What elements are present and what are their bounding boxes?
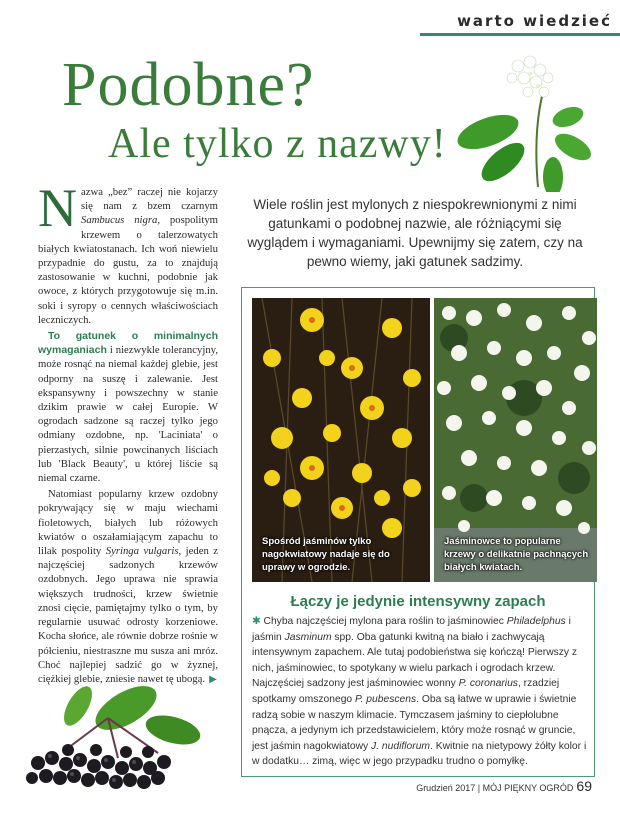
asterisk-icon: ✱ [252, 616, 261, 627]
latin-name: Sambucus nigra [81, 214, 158, 227]
photo-caption: Jaśminowce to popularne krzewy o delikatnie pachnących białych kwiatach. [444, 536, 589, 573]
box-heading: Łączy je jedynie intensywny zapach [290, 593, 546, 610]
paragraph-1 [38, 178, 218, 327]
jasmine-sprig-illustration [448, 52, 598, 192]
page-subtitle: Ale tylko z nazwy! [108, 121, 447, 167]
text-run: i jaśmin [252, 616, 571, 643]
section-rule [420, 33, 620, 36]
text-run: Natomiast popularny krzew ozdobny pokrywający się w maju wiechami fioletowych, białych lub różowych kwiatów o oszałamiającym zapachu to lilak pospolity [38, 488, 218, 558]
text-run: . Kwitnie na nietypowy żółty kolor i w dodatku… zimą, więc w jego przypadku trudno o pomyłkę. [252, 740, 587, 768]
box-body-text [252, 614, 588, 770]
latin-name: P. pubescens [355, 693, 417, 705]
latin-name: Jasminum [284, 631, 332, 643]
text-run: spp. Oba gatunki kwitną na biało i zachwycają intensywnym zapachem. Ale tutaj podobieństwa się kończą! Pierwszy z nich, jaśminowiec, to spotykany w wielu parkach i ogrodach krzew. Najczęściej sadzony jest jaśminowiec wonny [252, 631, 578, 690]
text-run: , pospolitym krzewem o talerzowatych białych kwiatostanach. Ich woń niewielu przypadnie do gustu, za to znajdują zastosowanie w kuchni, podobnie jak owoce, z których przygotowuje się m.in. soki i syropy o cennych właściwościach leczniczych. [38, 214, 218, 326]
latin-name: J. nudiflorum [371, 740, 430, 752]
page-number: 69 [576, 778, 592, 794]
left-column-text [38, 178, 219, 687]
intro-lead: Wiele roślin jest mylonych z niespokrewnionymi z nimi gatunkami o podobnej nazwie, ale różniącymi się wyglądem i wymaganiami. Upewnijmy się zatem, czy na pewno wiemy, jaki gatunek sadzimy. [247, 197, 583, 269]
text-run: , jeden z najczęściej sadzonych krzewów ozdobnych. Jego uprawa nie sprawia większych trudności, krzew świetnie znosi cięcie, pamiętajmy tylko o tym, by regularnie usuwać odrosty korzeniowe. Kocha słońce, ale równie dobrze rośnie w półcieniu, niestraszne mu susza ani mróz. Choć najlepiej sadzić go w żyznej, ciężkiej glebie, zniesie nawet tę ubogą. [38, 545, 219, 685]
elderberry-illustration [8, 668, 208, 798]
photo-mock-orange [434, 298, 597, 582]
text-run: i niezwykle tolerancyjny, może rosnąć na niemal każdej glebie, jest odporny na suszę i zalewanie. Jest ekspansywny i powszechny w stanie dzikim prawie w całej Europie. W ogrodach sadzone są raczej tylko jego odmiany ozdobne, np. 'Laciniata' o pierzastych, silnie powcinanych liściach lub 'Black Beauty', u której liście są niemal czarne. [38, 344, 218, 485]
text-run: azwa „bez” raczej nie kojarzy się nam z bzem czarnym [81, 186, 218, 213]
continue-arrow-icon: ▶ [209, 673, 217, 685]
paragraph-3 [38, 487, 218, 687]
text-run: . Oba są łatwe w uprawie i świetnie radzą sobie w naszym klimacie. Tymczasem jaśminy to ciepłolubne pnącza, a jedynym ich przedstawicielem, który może rosnąć w gruncie, jest jaśmin nagokwiatowy [252, 693, 577, 752]
text-run: Chyba najczęściej mylona para roślin to jaśminowiec [260, 616, 507, 627]
section-tag: warto wiedzieć [457, 12, 612, 30]
issue-info: Grudzień 2017 | MÓJ PIĘKNY OGRÓD [416, 783, 574, 793]
latin-name: P. coronarius [458, 678, 518, 690]
page-title: Podobne? [62, 51, 315, 119]
text-run: , rzadziej spotkamy omszonego [252, 678, 560, 705]
dropcap: N [38, 178, 77, 238]
latin-name: Philadelphus [506, 616, 566, 627]
page-footer [416, 778, 592, 794]
photo-winter-jasmine [252, 298, 430, 582]
latin-name: Syringa vulgaris [105, 545, 179, 558]
photo-caption: Spośród jaśminów tylko nagokwiatowy nadaje się do uprawy w ogrodzie. [262, 536, 390, 573]
lead-phrase: To gatunek o minimalnych wymaganiach [38, 330, 218, 357]
paragraph-2 [38, 329, 218, 485]
